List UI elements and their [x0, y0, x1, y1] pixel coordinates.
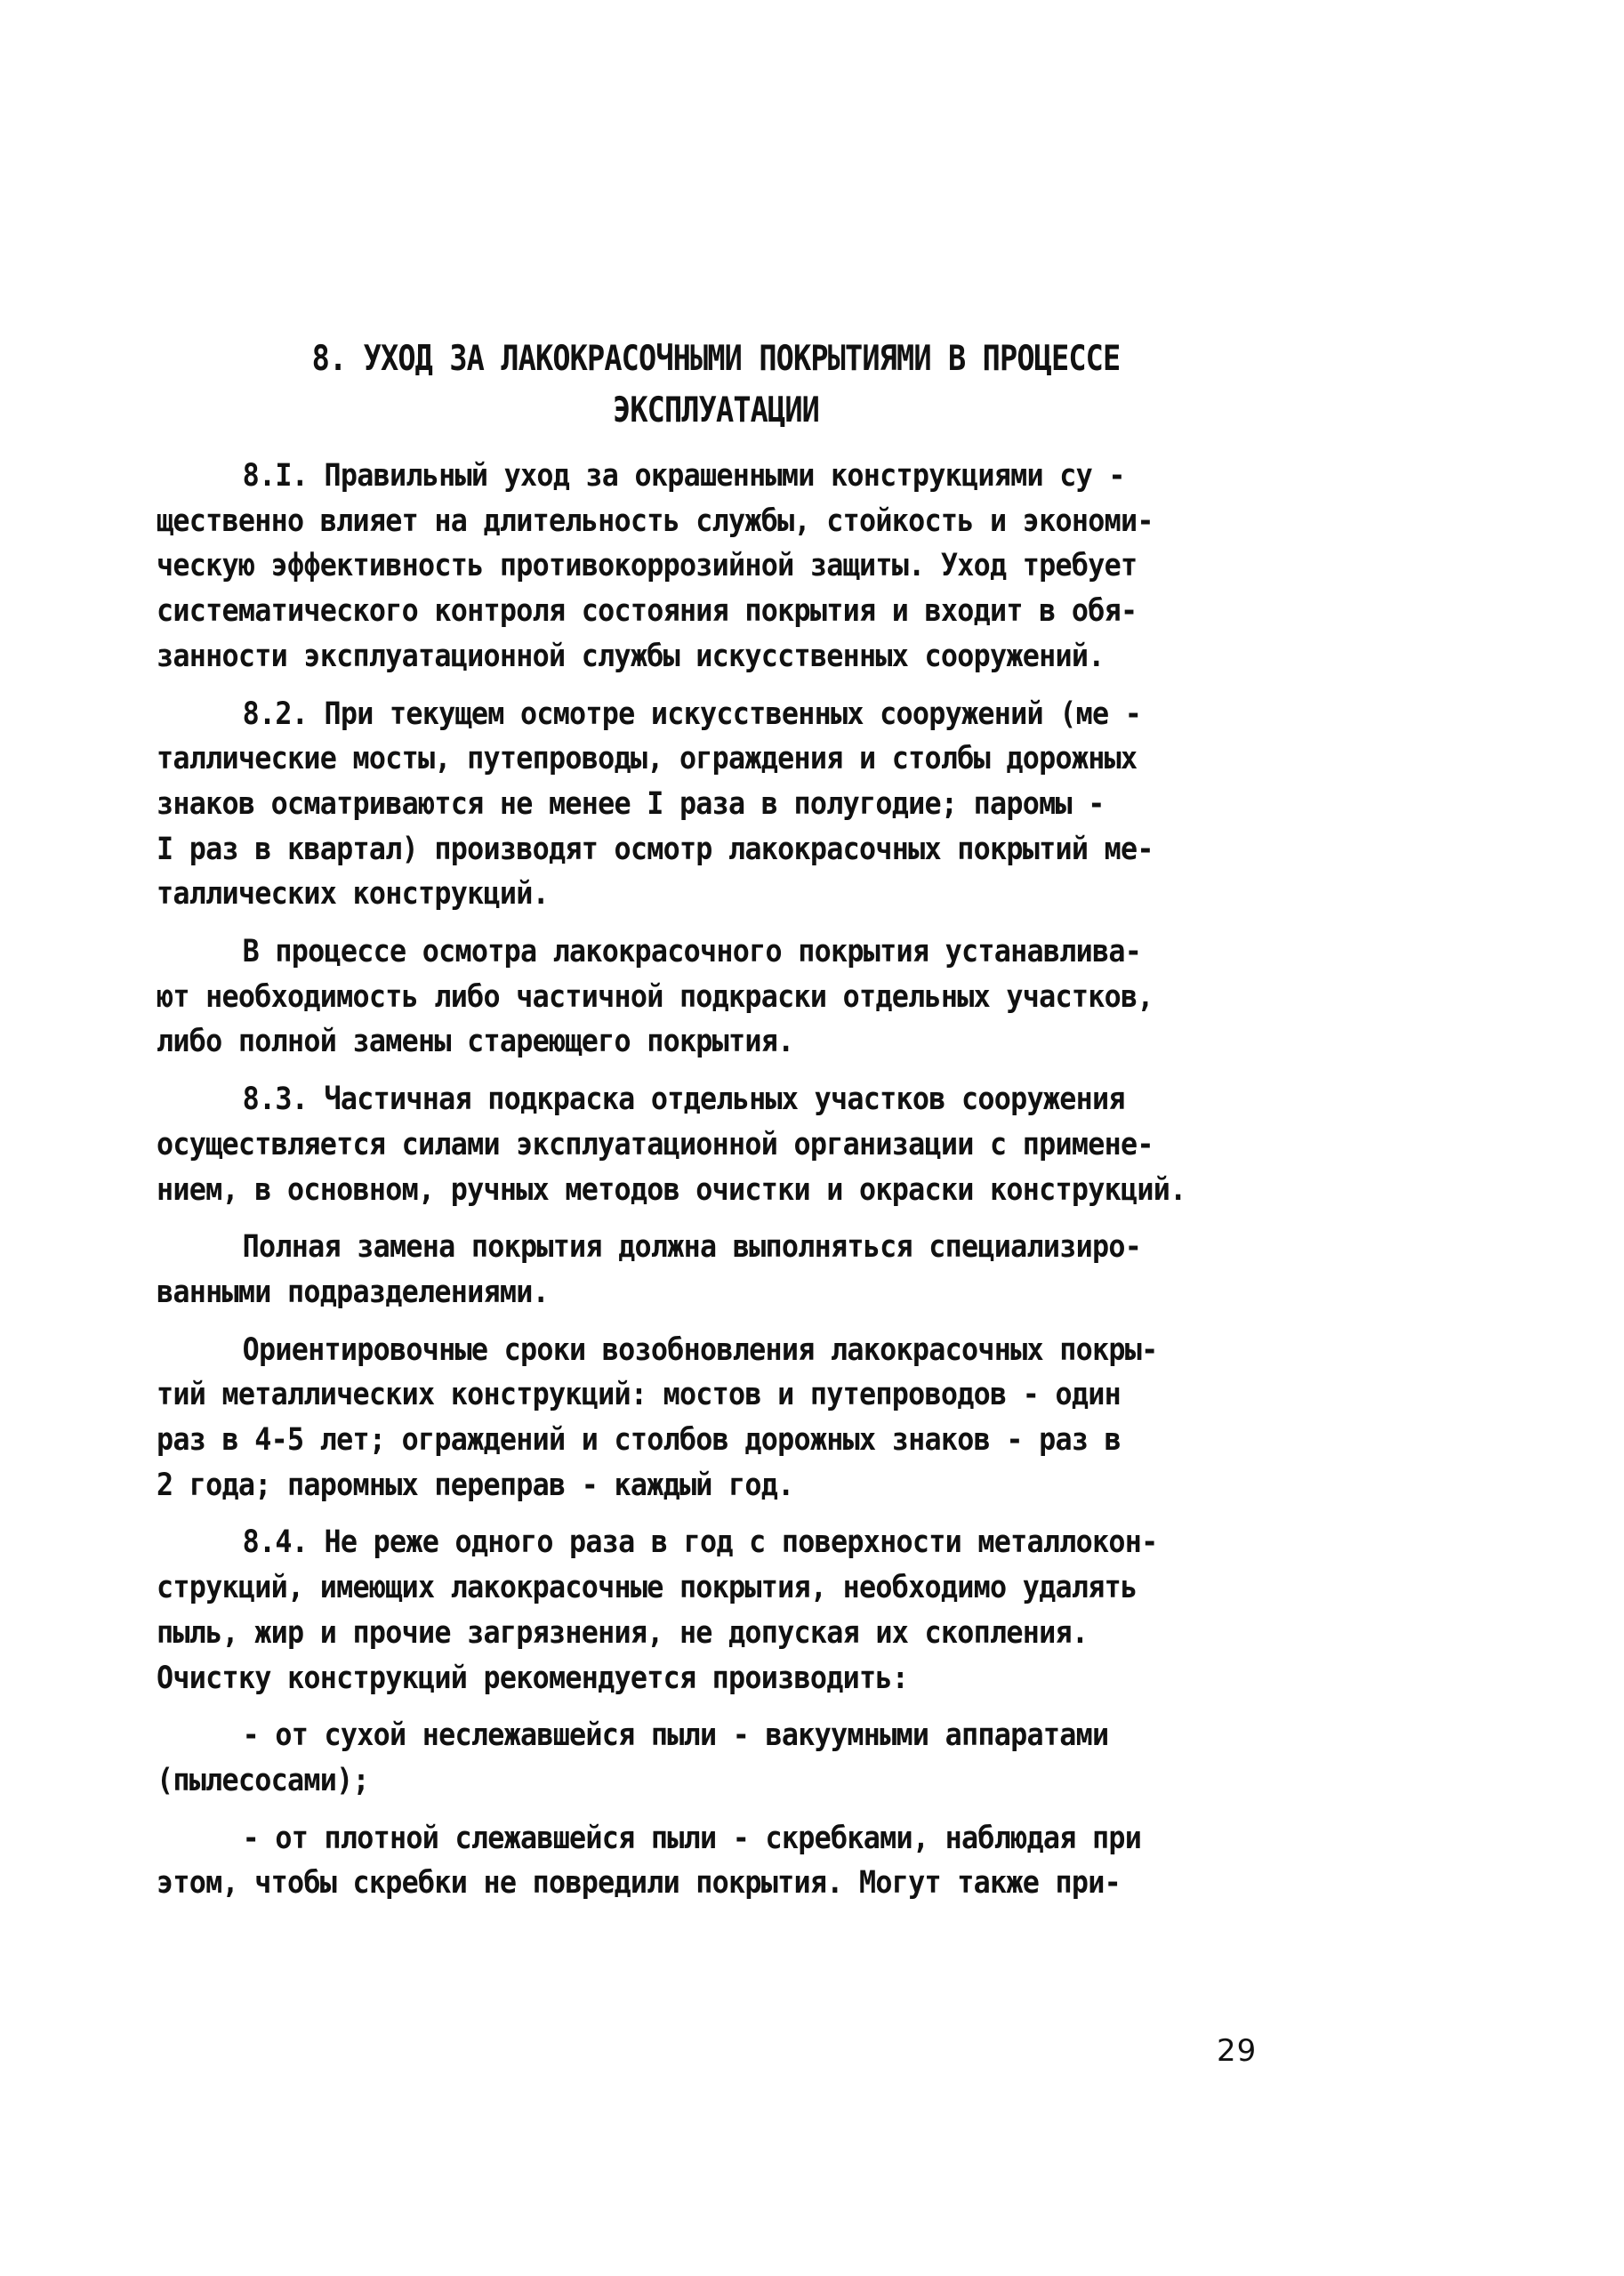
section-title: [269, 334, 1163, 437]
paragraph-line: ванными подразделениями.: [157, 1274, 549, 1310]
paragraph-full-replacement: [157, 1225, 1322, 1315]
paragraph-renewal-periods: [157, 1328, 1322, 1508]
paragraph-8-2: [157, 692, 1322, 918]
paragraph-line: щественно влияет на длительность службы, стойкость и экономи-: [157, 503, 1154, 539]
paragraph-line: раз в 4-5 лет; ограждений и столбов дорожных знаков - раз в: [157, 1422, 1122, 1459]
paragraph-line: осуществляется силами эксплуатационной организации с примене-: [157, 1126, 1154, 1162]
paragraph-line: ческую эффективность противокоррозийной защиты. Уход требует: [157, 548, 1138, 584]
paragraph-line: 8.I. Правильный уход за окрашенными конструкциями су -: [242, 458, 1125, 494]
paragraph-inspection: [157, 929, 1322, 1065]
document-body: [157, 454, 1322, 1918]
paragraph-line: 2 года; паромных переправ - каждый год.: [157, 1467, 794, 1503]
paragraph-line: В процессе осмотра лакокрасочного покрытия устанавлива-: [242, 934, 1142, 970]
paragraph-line: Ориентировочные сроки возобновления лакокрасочных покры-: [242, 1331, 1158, 1368]
paragraph-line: - от сухой неслежавшейся пыли - вакуумными аппаратами: [242, 1717, 1109, 1754]
paragraph-line: 8.4. Не реже одного раза в год с поверхности металлокон-: [242, 1524, 1158, 1561]
section-title-line: ЭКСПЛУАТАЦИИ: [612, 390, 819, 430]
paragraph-line: Очистку конструкций рекомендуется производить:: [157, 1660, 909, 1696]
paragraph-line: 8.2. При текущем осмотре искусственных сооружений (ме -: [242, 696, 1142, 732]
paragraph-line: систематического контроля состояния покрытия и входит в обя-: [157, 593, 1138, 630]
paragraph-8-4: [157, 1520, 1322, 1701]
paragraph-line: занности эксплуатационной службы искусственных сооружений.: [157, 638, 1105, 674]
list-item-dense-dust: [157, 1816, 1322, 1906]
paragraph-line: струкций, имеющих лакокрасочные покрытия, необходимо удалять: [157, 1570, 1138, 1606]
paragraph-8-1: [157, 454, 1322, 680]
paragraph-line: (пылесосами);: [157, 1762, 369, 1798]
paragraph-line: нием, в основном, ручных методов очистки и окраски конструкций.: [157, 1171, 1186, 1208]
section-title-line: 8. УХОД ЗА ЛАКОКРАСОЧНЫМИ ПОКРЫТИЯМИ В ПРОЦЕССЕ: [311, 339, 1121, 379]
paragraph-line: 8.3. Частичная подкраска отдельных участков сооружения: [242, 1082, 1125, 1118]
paragraph-line: пыль, жир и прочие загрязнения, не допуская их скопления.: [157, 1614, 1089, 1651]
list-item-dry-dust: [157, 1713, 1322, 1803]
paragraph-8-3: [157, 1077, 1322, 1212]
paragraph-line: Полная замена покрытия должна выполняться специализиро-: [242, 1229, 1142, 1266]
paragraph-line: ют необходимость либо частичной подкраски отдельных участков,: [157, 978, 1154, 1015]
paragraph-line: либо полной замены стареющего покрытия.: [157, 1024, 794, 1060]
paragraph-line: I раз в квартал) производят осмотр лакокрасочных покрытий ме-: [157, 831, 1154, 867]
paragraph-line: знаков осматриваются не менее I раза в полугодие; паромы -: [157, 785, 1105, 822]
page-number: 29: [1217, 2033, 1258, 2069]
paragraph-line: таллические мосты, путепроводы, ограждения и столбы дорожных: [157, 741, 1138, 777]
paragraph-line: - от плотной слежавшейся пыли - скребками, наблюдая при: [242, 1820, 1142, 1856]
paragraph-line: этом, чтобы скребки не повредили покрытия. Могут также при-: [157, 1865, 1122, 1902]
paragraph-line: таллических конструкций.: [157, 876, 549, 913]
paragraph-line: тий металлических конструкций: мостов и путепроводов - один: [157, 1377, 1122, 1413]
